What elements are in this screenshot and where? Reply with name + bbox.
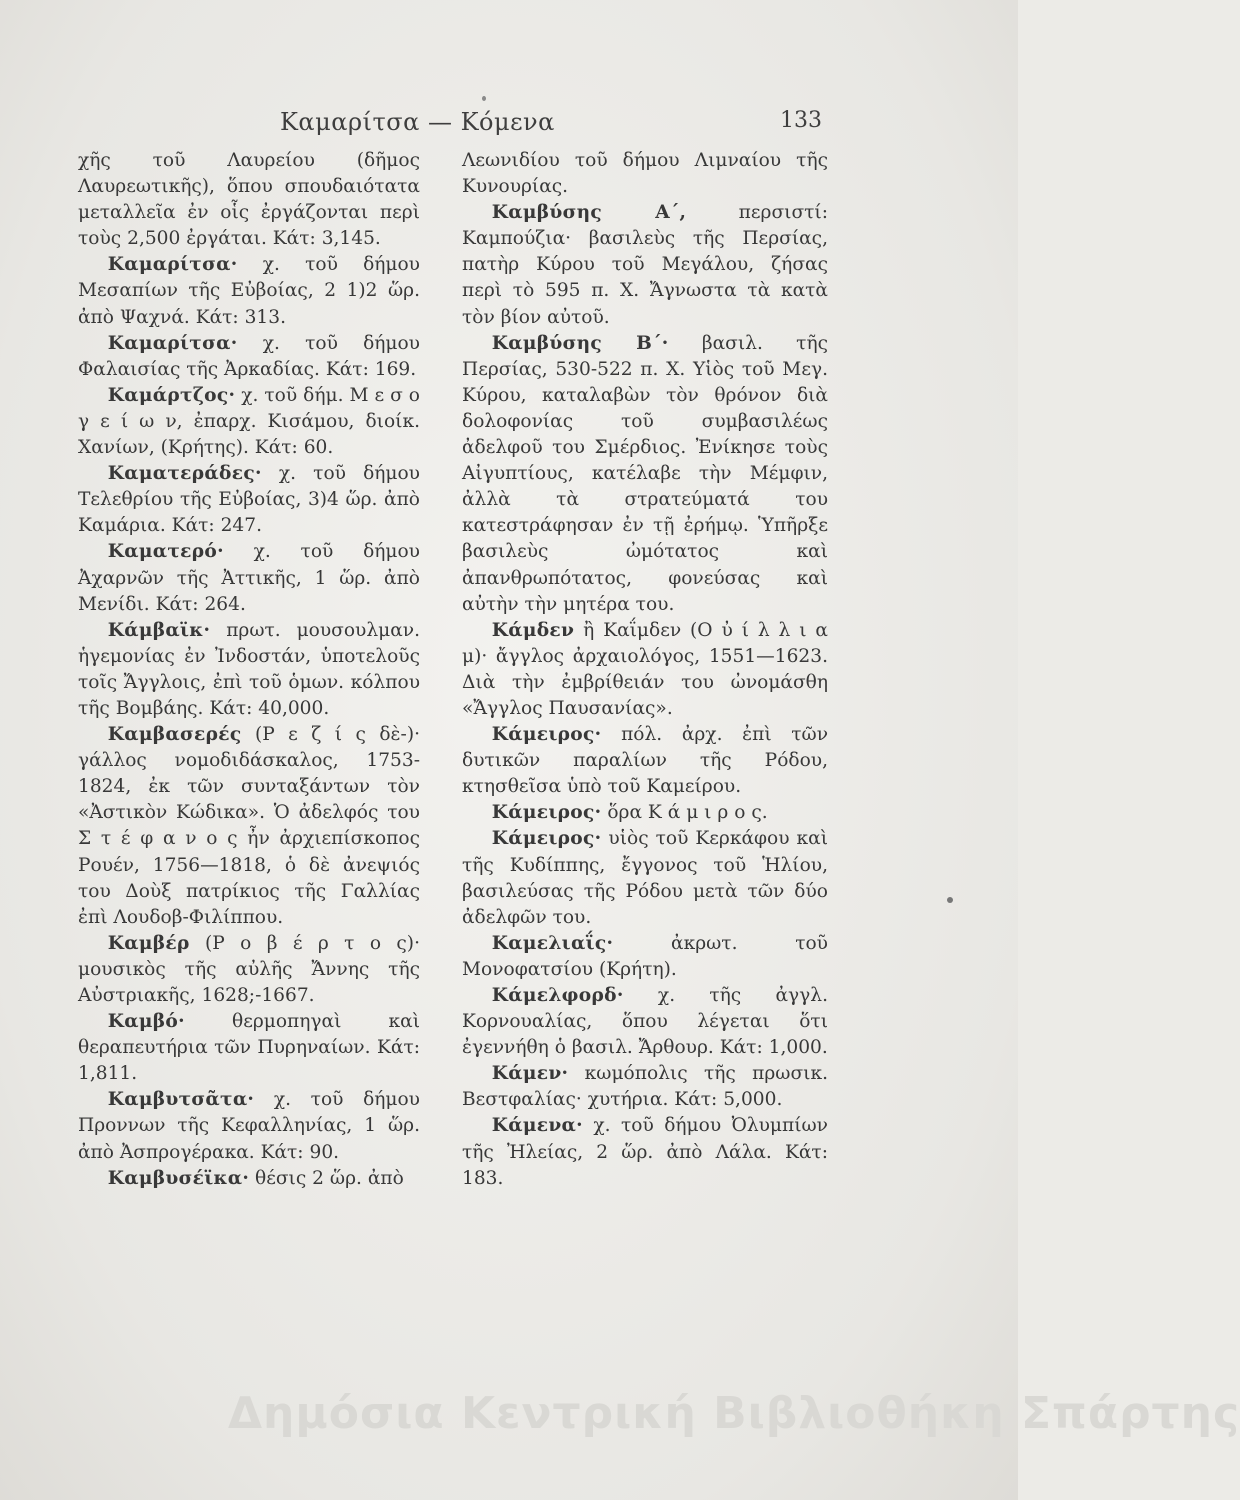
- dictionary-entry: [462, 331, 828, 618]
- entry-text: ἢ Καΐμδεν (Ο ὐ ί λ λ ι α μ)· ἄγγλος ἀρχαιολόγος, 1551—1623. Διὰ τὴν ἐμβρίθειάν του ὠνομάσθη «Ἄγγλος Παυσανίας».: [462, 619, 828, 719]
- dictionary-entry: [462, 722, 828, 800]
- entry-headword: Κάμειρος·: [491, 802, 602, 824]
- entry-text: χ. τοῦ δήμου Ἀχαρνῶν τῆς Ἀττικῆς, 1 ὥρ. ἀπὸ Μενίδι. Κάτ: 264.: [78, 541, 420, 615]
- library-watermark: Δημόσια Κεντρική Βιβλιοθήκη Σπάρτης: [228, 1388, 1240, 1439]
- scan-speck: [947, 897, 953, 903]
- entry-headword: Καμβέρ: [107, 932, 190, 954]
- page-header-title: Καμαρίτσα — Κόμενα: [280, 108, 555, 136]
- entry-headword: Καμαρίτσα·: [107, 254, 238, 276]
- entry-text: χ. τοῦ δήμου Μεσαπίων τῆς Εὐβοίας, 2 1)2 ὥρ. ἀπὸ Ψαχνά. Κάτ: 313.: [78, 254, 420, 328]
- entry-text: θέσις 2 ὥρ. ἀπὸ: [255, 1167, 404, 1189]
- entry-text: χ. τοῦ δήμου Τελεθρίου τῆς Εὐβοίας, 3)4 ὥρ. ἀπὸ Καμάρια. Κάτ: 247.: [78, 463, 420, 537]
- entry-headword: Καμβυσέϊκα·: [107, 1167, 250, 1189]
- dictionary-entry: [78, 539, 420, 617]
- page-number: 133: [780, 108, 822, 133]
- entry-text: κωμόπολις τῆς πρωσικ. Βεστφαλίας· χυτήρια. Κάτ: 5,000.: [462, 1063, 828, 1111]
- entry-text: θερμοπηγαὶ καὶ θεραπευτήρια τῶν Πυρηναίων. Κάτ: 1,811.: [78, 1011, 420, 1085]
- dictionary-entry: [462, 931, 828, 983]
- entry-headword: Κάμειρος·: [491, 828, 602, 850]
- entry-headword: Κάμειρος·: [491, 724, 602, 746]
- entry-headword: Κάμβαϊκ·: [107, 619, 211, 641]
- entry-text: περσιστί: Καμπούζια· βασιλεὺς τῆς Περσίας, πατὴρ Κύρου τοῦ Μεγάλου, ζήσας περὶ τὸ 595 π. Χ. Ἄγνωστα τὰ κατὰ τὸν βίον αὐτοῦ.: [462, 202, 828, 328]
- dictionary-entry: [462, 148, 828, 200]
- entry-headword: Καμβό·: [107, 1011, 185, 1033]
- entry-text: χῆς τοῦ Λαυρείου (δῆμος Λαυρεωτικῆς), ὅπου σπουδαιότατα μεταλλεῖα ἐν οἷς ἐργάζονται περὶ τοὺς 2,500 ἐργάται. Κάτ: 3,145.: [78, 150, 420, 250]
- dictionary-entry: [462, 1113, 828, 1191]
- entry-headword: Καματερό·: [107, 541, 224, 563]
- dictionary-entry: [78, 722, 420, 931]
- dictionary-entry: [78, 618, 420, 722]
- running-head: [0, 108, 1018, 148]
- entry-headword: Καμβασερές: [107, 724, 242, 746]
- entry-text: ὅρα Κ ά μ ι ρ ο ς.: [607, 802, 768, 824]
- entry-text: πρωτ. μουσουλμαν. ἡγεμονίας ἐν Ἰνδοστάν, ὑποτελοῦς τοῖς Ἄγγλοις, ἐπὶ τοῦ ὁμων. κόλπου τῆς Βομβάης. Κάτ: 40,000.: [78, 619, 420, 719]
- entry-headword: Κάμενα·: [491, 1115, 583, 1137]
- entry-headword: Καμαρίτσα·: [107, 332, 238, 354]
- dictionary-entry: [78, 331, 420, 383]
- entry-text: βασιλ. τῆς Περσίας, 530-522 π. Χ. Υἱὸς τοῦ Μεγ. Κύρου, καταλαβὼν τὸν θρόνον διὰ δολοφονίας τοῦ συμβασιλέως ἀδελφοῦ του Σμέρδιος. Ἐνίκησε τοὺς Αἰγυπτίους, κατέλαβε τὴν Μέμφιν, ἀλλὰ τὰ στρατεύματά του κατεστράφησαν ἐν τῇ ἐρήμῳ. Ὑπῆρξε βασιλεὺς ὠμότατος καὶ ἀπανθρωπότατος, φονεύσας καὶ αὐτὴν τὴν μητέρα του.: [462, 332, 828, 615]
- entry-headword: Καματεράδες·: [107, 463, 262, 485]
- entry-text: υἱὸς τοῦ Κερκάφου καὶ τῆς Κυδίππης, ἔγγονος τοῦ Ἡλίου, βασιλεύσας τῆς Ρόδου μετὰ τῶν δύο ἀδελφῶν του.: [462, 828, 828, 928]
- dictionary-entry: [78, 148, 420, 252]
- dictionary-entry: [462, 800, 828, 826]
- entry-headword: Καμβύσης Β΄·: [491, 332, 669, 354]
- entry-headword: Κάμεν·: [491, 1063, 569, 1085]
- entry-headword: Καμελιαΐς·: [491, 932, 614, 954]
- dictionary-entry: [78, 1087, 420, 1165]
- dictionary-entry: [78, 1166, 420, 1192]
- entry-text: χ. τοῦ δήμου Ὀλυμπίων τῆς Ἠλείας, 2 ὥρ. ἀπὸ Λάλα. Κάτ: 183.: [462, 1115, 828, 1189]
- dictionary-entry: [78, 931, 420, 1009]
- dictionary-entry: [462, 618, 828, 722]
- entry-headword: Καμάρτζος·: [107, 384, 236, 406]
- dictionary-entry: [462, 1061, 828, 1113]
- entry-headword: Κάμελφορδ·: [491, 985, 624, 1006]
- left-column: [78, 148, 420, 1192]
- entry-text: πόλ. ἀρχ. ἐπὶ τῶν δυτικῶν παραλίων τῆς Ρόδου, κτησθεῖσα ὑπὸ τοῦ Καμείρου.: [462, 724, 828, 798]
- entry-text: χ. τοῦ δήμου Προννων τῆς Κεφαλληνίας, 1 ὥρ. ἀπὸ Ἀσπρογέρακα. Κάτ: 90.: [78, 1089, 420, 1163]
- dictionary-entry: [462, 826, 828, 930]
- scan-speck: [482, 96, 486, 101]
- dictionary-entry: [462, 200, 828, 330]
- dictionary-entry: [462, 983, 828, 1061]
- entry-text: (Ρ ε ζ ί ς δὲ-)· γάλλος νομοδιδάσκαλος, 1753-1824, ἐκ τῶν συνταξάντων τὸν «Ἀστικὸν Κώδικα». Ὁ ἀδελφός του Σ τ έ φ α ν ο ς ἦν ἀρχιεπίσκοπος Ρουέν, 1756—1818, ὁ δὲ ἀνεψιός του Δοὺξ πατρίκιος τῆς Γαλλίας ἐπὶ Λουδοβ-Φιλίππου.: [78, 724, 420, 928]
- right-column: [462, 148, 828, 1192]
- entry-headword: Καμβυτσᾶτα·: [107, 1089, 255, 1111]
- dictionary-entry: [78, 383, 420, 461]
- entry-headword: Καμβύσης Α΄,: [491, 202, 687, 224]
- entry-text: ἀκρωτ. τοῦ Μονοφατσίου (Κρήτη).: [462, 932, 828, 980]
- entry-headword: Κάμδεν: [491, 619, 575, 641]
- entry-text: χ. τῆς ἀγγλ. Κορνουαλίας, ὅπου λέγεται ὅτι ἐγεννήθη ὁ βασιλ. Ἄρθουρ. Κάτ: 1,000.: [462, 985, 828, 1059]
- dictionary-entry: [78, 1009, 420, 1087]
- dictionary-entry: [78, 461, 420, 539]
- entry-text: Λεωνιδίου τοῦ δήμου Λιμναίου τῆς Κυνουρίας.: [462, 150, 828, 198]
- dictionary-entry: [78, 252, 420, 330]
- entry-text: χ. τοῦ δήμου Φαλαισίας τῆς Ἀρκαδίας. Κάτ: 169.: [78, 332, 420, 380]
- entry-text: (Ρ ο β έ ρ τ ο ς)· μουσικὸς τῆς αὐλῆς Ἄννης τῆς Αὐστριακῆς, 1628;-1667.: [78, 932, 420, 1006]
- entry-text: χ. τοῦ δήμ. Μ ε σ ο γ ε ί ω ν, ἐπαρχ. Κισάμου, διοίκ. Χανίων, (Κρήτης). Κάτ: 60.: [78, 384, 421, 459]
